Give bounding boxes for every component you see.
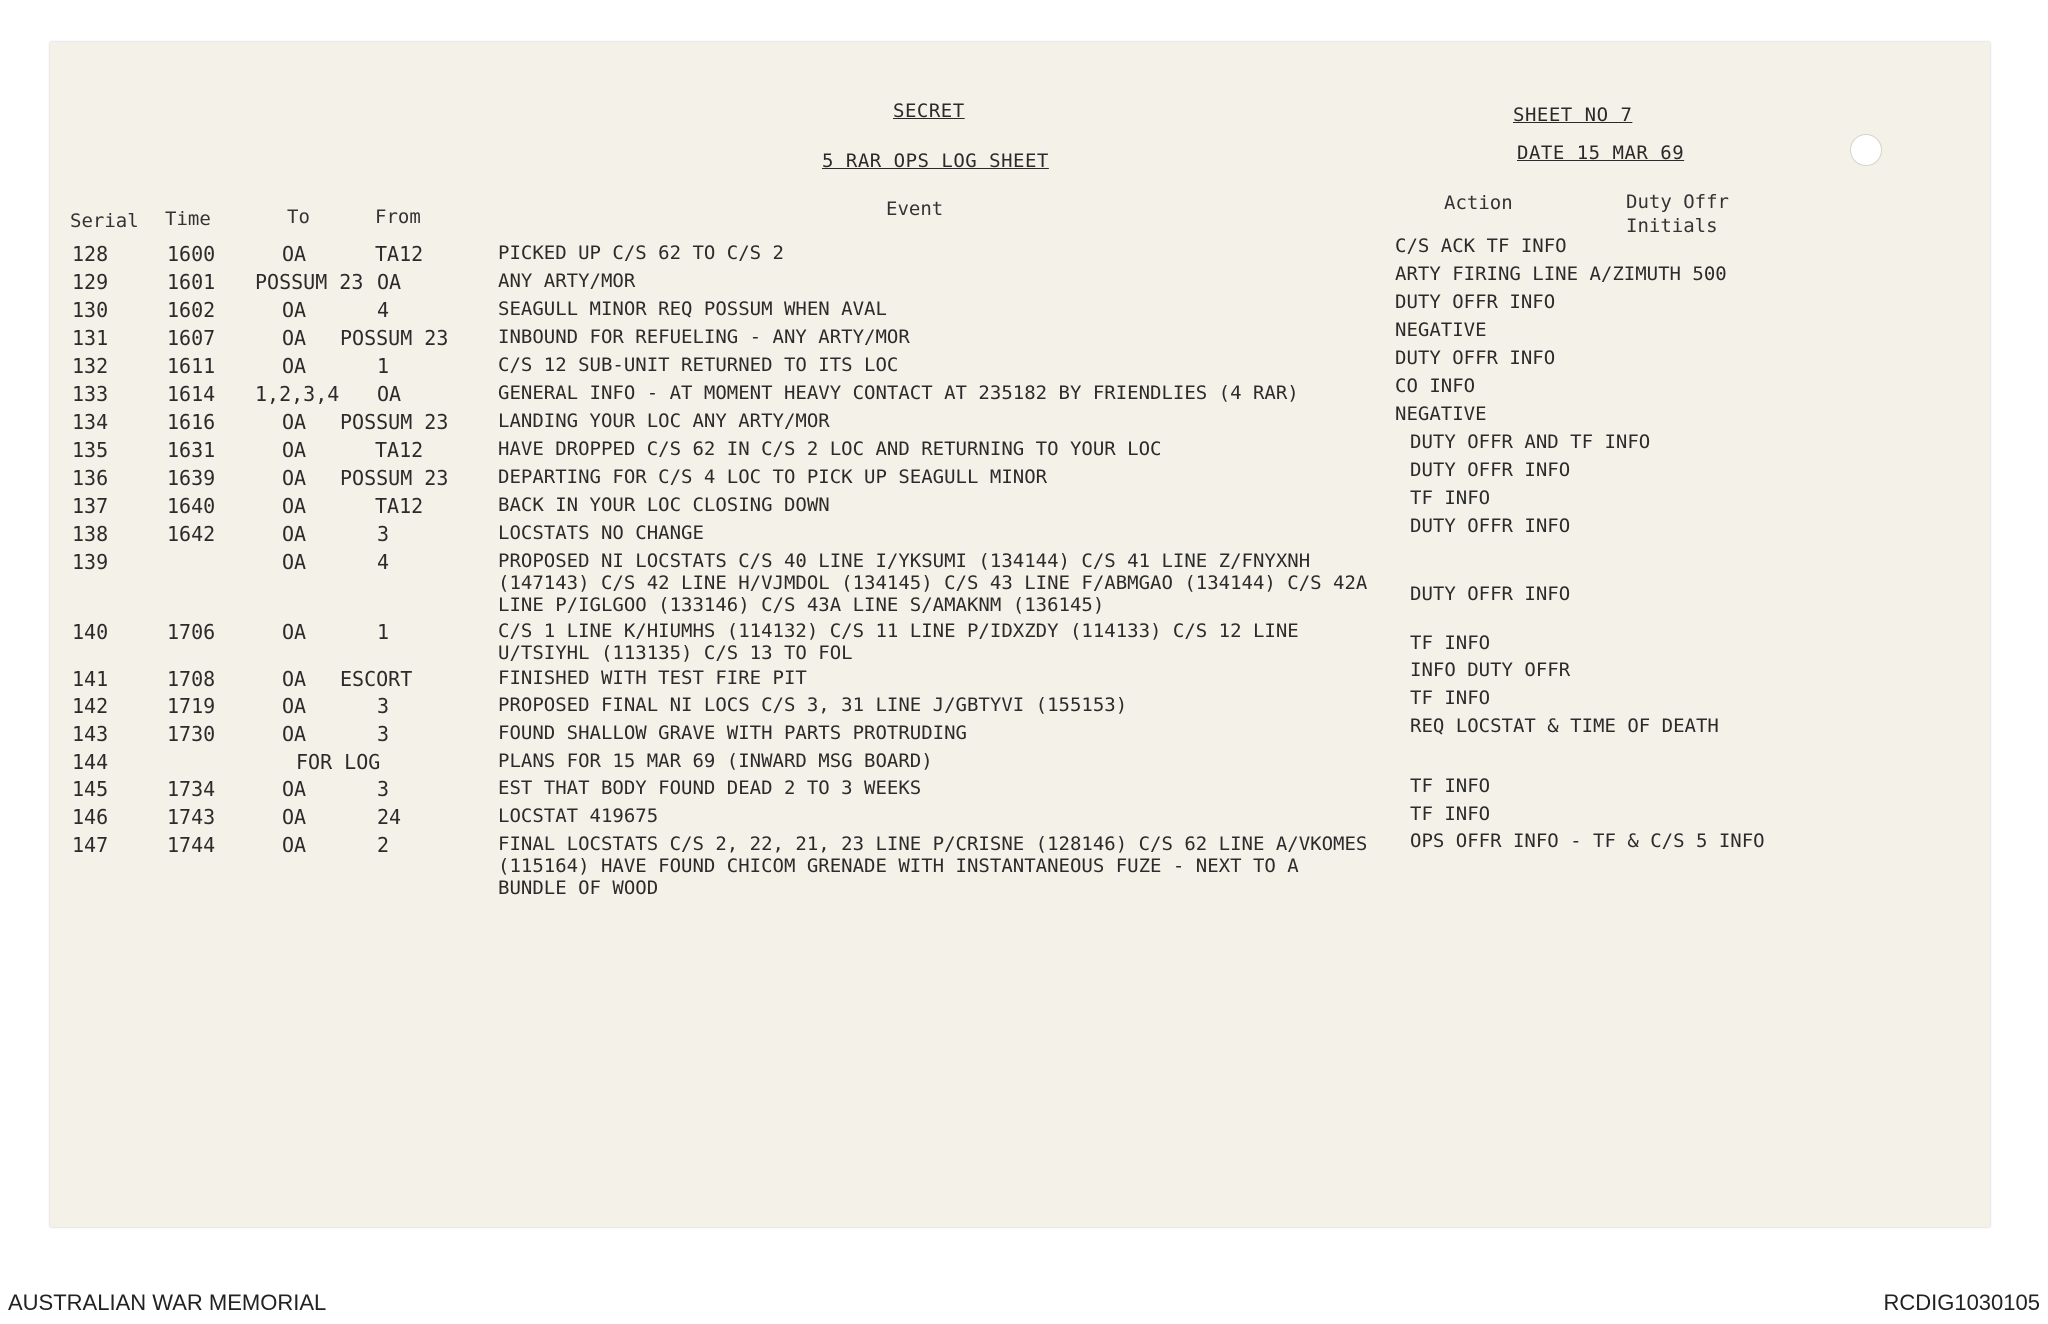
row-time: 1730 xyxy=(167,722,216,746)
row-action: DUTY OFFR INFO xyxy=(1410,459,1571,481)
row-from: 1 xyxy=(377,354,390,378)
col-duty-offr-header: Duty Offr Initials xyxy=(1626,191,1729,237)
row-action: TF INFO xyxy=(1410,632,1491,654)
row-time: 1640 xyxy=(167,494,216,518)
row-to: OA xyxy=(282,522,307,546)
row-action: INFO DUTY OFFR xyxy=(1410,659,1571,681)
row-to: OA xyxy=(282,620,307,644)
row-action: DUTY OFFR INFO xyxy=(1395,347,1556,369)
row-to: OA xyxy=(282,805,307,829)
row-time: 1639 xyxy=(167,466,216,490)
row-time: 1614 xyxy=(167,382,216,406)
row-event: ANY ARTY/MOR xyxy=(498,270,636,292)
footer-record-id: RCDIG1030105 xyxy=(1883,1290,2040,1315)
col-event-header: Event xyxy=(886,198,944,220)
col-serial-header: Serial xyxy=(70,210,139,232)
row-to: OA xyxy=(282,410,307,434)
row-time: 1734 xyxy=(167,777,216,801)
row-to: OA xyxy=(282,438,307,462)
row-to: OA xyxy=(282,494,307,518)
row-event: C/S 12 SUB-UNIT RETURNED TO ITS LOC xyxy=(498,354,899,376)
row-action: CO INFO xyxy=(1395,375,1476,397)
row-from: TA12 xyxy=(375,242,424,266)
row-serial: 131 xyxy=(72,326,109,350)
row-event: LANDING YOUR LOC ANY ARTY/MOR xyxy=(498,410,830,432)
row-time: 1708 xyxy=(167,667,216,691)
row-serial: 145 xyxy=(72,777,109,801)
row-serial: 144 xyxy=(72,750,109,774)
row-event: FINISHED WITH TEST FIRE PIT xyxy=(498,667,807,689)
sheet-date: DATE 15 MAR 69 xyxy=(1517,142,1685,164)
row-to: OA xyxy=(282,354,307,378)
row-from: 1 xyxy=(377,620,390,644)
row-event: DEPARTING FOR C/S 4 LOC TO PICK UP SEAGULL MINOR xyxy=(498,466,1048,488)
classification-heading: SECRET xyxy=(893,100,965,122)
row-time: 1601 xyxy=(167,270,216,294)
footer-source: AUSTRALIAN WAR MEMORIAL xyxy=(8,1290,327,1315)
row-event: INBOUND FOR REFUELING - ANY ARTY/MOR xyxy=(498,326,910,348)
row-event: LOCSTATS NO CHANGE xyxy=(498,522,704,544)
row-serial: 137 xyxy=(72,494,109,518)
row-serial: 146 xyxy=(72,805,109,829)
row-from: 2 xyxy=(377,833,390,857)
row-to: OA xyxy=(282,694,307,718)
row-event: SEAGULL MINOR REQ POSSUM WHEN AVAL xyxy=(498,298,887,320)
row-time: 1611 xyxy=(167,354,216,378)
row-serial: 147 xyxy=(72,833,109,857)
row-action: DUTY OFFR INFO xyxy=(1410,515,1571,537)
row-serial: 139 xyxy=(72,550,109,574)
row-time: 1719 xyxy=(167,694,216,718)
row-action: REQ LOCSTAT & TIME OF DEATH xyxy=(1410,715,1719,737)
row-action: ARTY FIRING LINE A/ZIMUTH 500 xyxy=(1395,263,1727,285)
row-event: FINAL LOCSTATS C/S 2, 22, 21, 23 LINE P/CRISNE (128146) C/S 62 LINE A/VKOMES (115164) HAVE FOUND CHICOM GRENADE WITH INSTANTANEOUS FUZE - NEXT TO A BUNDLE OF WOOD xyxy=(498,833,1368,899)
row-event: LOCSTAT 419675 xyxy=(498,805,659,827)
row-time: 1631 xyxy=(167,438,216,462)
row-action: C/S ACK TF INFO xyxy=(1395,235,1567,257)
row-from: ESCORT xyxy=(340,667,413,691)
row-from: 3 xyxy=(377,522,390,546)
row-action: NEGATIVE xyxy=(1395,403,1487,425)
row-time: 1607 xyxy=(167,326,216,350)
row-from: 3 xyxy=(377,722,390,746)
row-serial: 136 xyxy=(72,466,109,490)
col-to-header: To xyxy=(287,206,310,228)
row-time: 1616 xyxy=(167,410,216,434)
row-action: TF INFO xyxy=(1410,687,1491,709)
row-to: OA xyxy=(282,833,307,857)
row-to: FOR LOG xyxy=(296,750,381,774)
row-action: DUTY OFFR INFO xyxy=(1395,291,1556,313)
col-action-header: Action xyxy=(1444,192,1513,214)
row-action: OPS OFFR INFO - TF & C/S 5 INFO xyxy=(1410,830,1765,852)
row-time: 1706 xyxy=(167,620,216,644)
row-to: OA xyxy=(282,466,307,490)
row-time: 1602 xyxy=(167,298,216,322)
row-serial: 132 xyxy=(72,354,109,378)
row-serial: 133 xyxy=(72,382,109,406)
row-to: OA xyxy=(282,550,307,574)
sheet-number: SHEET NO 7 xyxy=(1513,104,1633,126)
row-event: HAVE DROPPED C/S 62 IN C/S 2 LOC AND RETURNING TO YOUR LOC xyxy=(498,438,1162,460)
row-event: PLANS FOR 15 MAR 69 (INWARD MSG BOARD) xyxy=(498,750,933,772)
row-to: OA xyxy=(282,667,307,691)
row-serial: 143 xyxy=(72,722,109,746)
row-to: OA xyxy=(282,777,307,801)
row-action: TF INFO xyxy=(1410,775,1491,797)
row-action: TF INFO xyxy=(1410,487,1491,509)
row-from: 4 xyxy=(377,550,390,574)
row-time: 1642 xyxy=(167,522,216,546)
row-action: DUTY OFFR AND TF INFO xyxy=(1410,431,1651,453)
row-time: 1744 xyxy=(167,833,216,857)
row-serial: 134 xyxy=(72,410,109,434)
row-to: POSSUM 23 xyxy=(255,270,364,294)
row-to: OA xyxy=(282,722,307,746)
row-serial: 129 xyxy=(72,270,109,294)
sheet-title: 5 RAR OPS LOG SHEET xyxy=(822,150,1049,172)
row-from: TA12 xyxy=(375,438,424,462)
row-to: OA xyxy=(282,242,307,266)
row-to: OA xyxy=(282,326,307,350)
row-from: TA12 xyxy=(375,494,424,518)
col-from-header: From xyxy=(375,206,421,228)
row-serial: 138 xyxy=(72,522,109,546)
row-event: EST THAT BODY FOUND DEAD 2 TO 3 WEEKS xyxy=(498,777,922,799)
row-event: FOUND SHALLOW GRAVE WITH PARTS PROTRUDING xyxy=(498,722,967,744)
row-action: NEGATIVE xyxy=(1395,319,1487,341)
row-serial: 141 xyxy=(72,667,109,691)
col-time-header: Time xyxy=(165,208,211,230)
row-event: BACK IN YOUR LOC CLOSING DOWN xyxy=(498,494,830,516)
row-serial: 140 xyxy=(72,620,109,644)
punch-hole xyxy=(1850,134,1882,166)
row-serial: 130 xyxy=(72,298,109,322)
row-from: POSSUM 23 xyxy=(340,410,449,434)
row-serial: 135 xyxy=(72,438,109,462)
row-time: 1743 xyxy=(167,805,216,829)
row-event: GENERAL INFO - AT MOMENT HEAVY CONTACT AT 235182 BY FRIENDLIES (4 RAR) xyxy=(498,382,1299,404)
row-serial: 142 xyxy=(72,694,109,718)
row-action: DUTY OFFR INFO xyxy=(1410,583,1571,605)
row-from: 3 xyxy=(377,777,390,801)
row-to: OA xyxy=(282,298,307,322)
row-from: 3 xyxy=(377,694,390,718)
row-from: POSSUM 23 xyxy=(340,326,449,350)
row-from: 24 xyxy=(377,805,402,829)
log-sheet xyxy=(50,42,1990,1227)
row-serial: 128 xyxy=(72,242,109,266)
row-from: 4 xyxy=(377,298,390,322)
row-from: POSSUM 23 xyxy=(340,466,449,490)
row-event: PROPOSED FINAL NI LOCS C/S 3, 31 LINE J/GBTYVI (155153) xyxy=(498,694,1128,716)
row-event: PROPOSED NI LOCSTATS C/S 40 LINE I/YKSUMI (134144) C/S 41 LINE Z/FNYXNH (147143) C/S 42 LINE H/VJMDOL (134145) C/S 43 LINE F/ABMGAO (134144) C/S 42A LINE P/IGLGOO (133146) C/S 43A LINE S/AMAKNM (136145) xyxy=(498,550,1368,616)
row-action: TF INFO xyxy=(1410,803,1491,825)
row-event: PICKED UP C/S 62 TO C/S 2 xyxy=(498,242,784,264)
row-to: 1,2,3,4 xyxy=(255,382,340,406)
row-time: 1600 xyxy=(167,242,216,266)
row-from: OA xyxy=(377,270,402,294)
row-event: C/S 1 LINE K/HIUMHS (114132) C/S 11 LINE P/IDXZDY (114133) C/S 12 LINE U/TSIYHL (113135) C/S 13 TO FOL xyxy=(498,620,1299,664)
row-from: OA xyxy=(377,382,402,406)
